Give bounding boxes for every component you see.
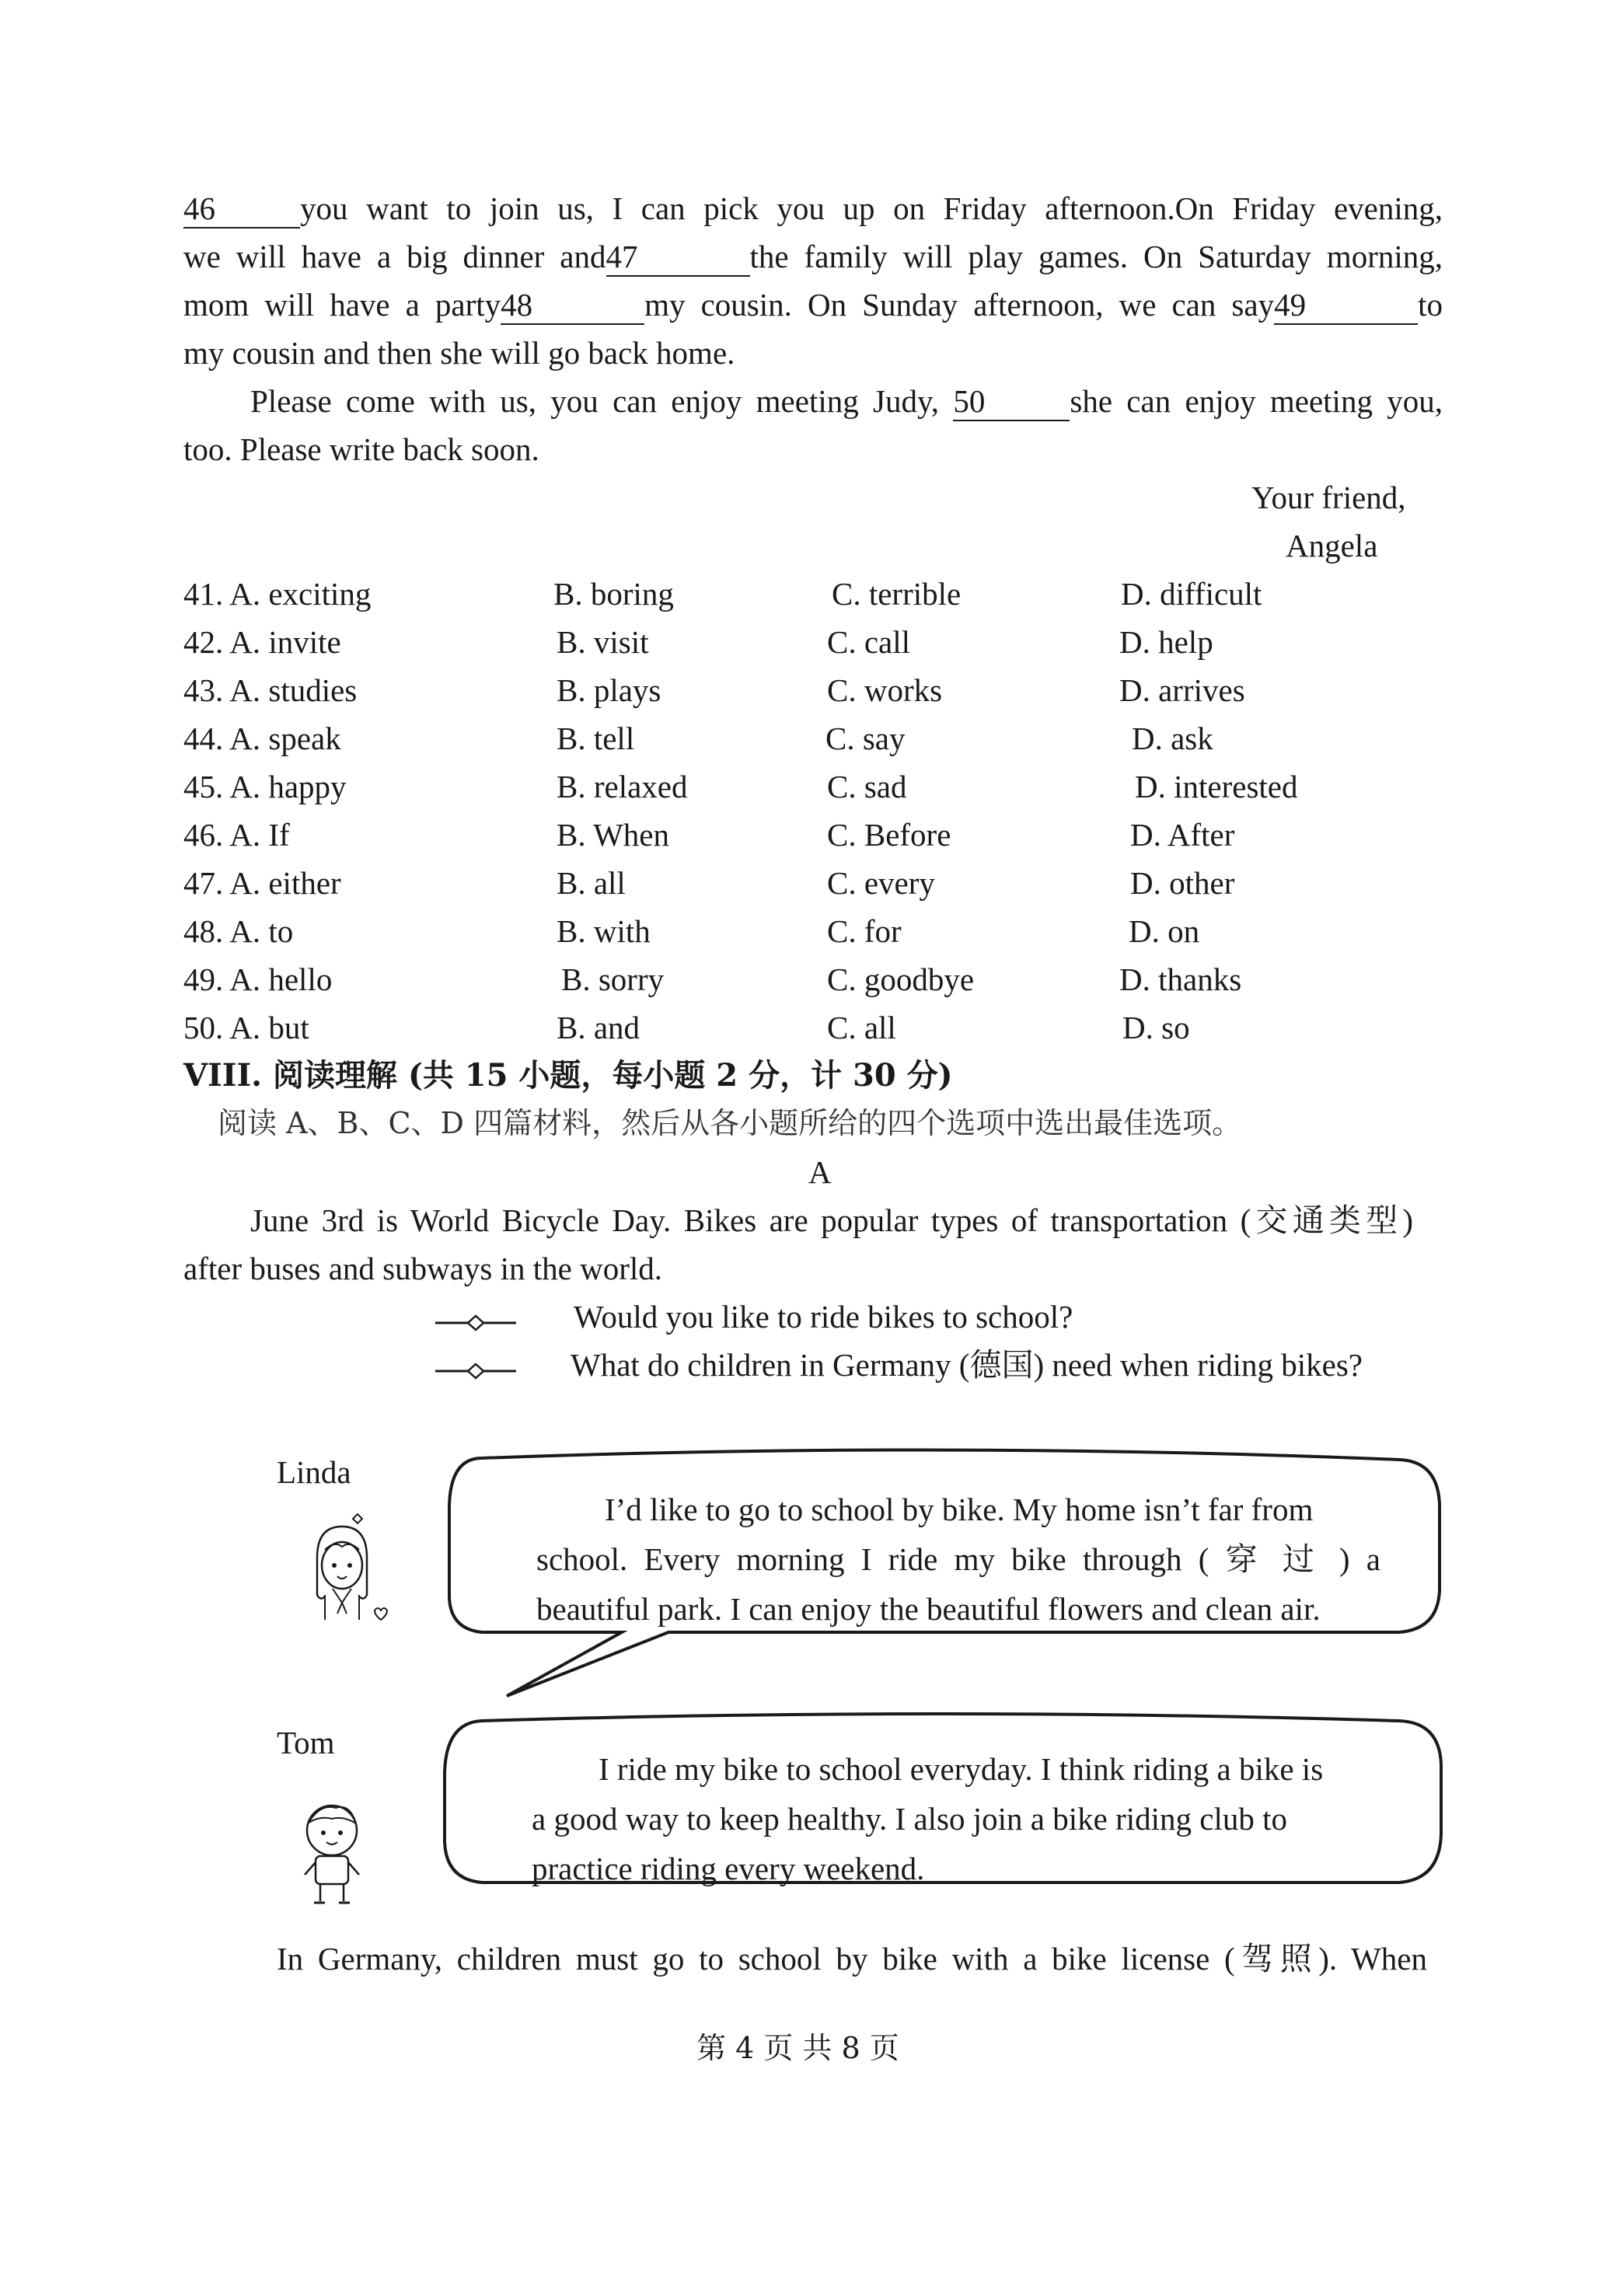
option-d: D. help [1119, 624, 1213, 660]
option-row [183, 819, 290, 851]
question-number: 44. [183, 721, 224, 756]
option-a: A. either [229, 865, 341, 901]
option-row [183, 723, 341, 755]
option-c: C. sad [827, 769, 907, 804]
question-number: 45. [183, 769, 224, 804]
passage-line-2: after buses and subways in the world. [183, 1251, 663, 1286]
letter-text: mom will have a party [183, 287, 501, 323]
bullet-question-1: Would you like to ride bikes to school? [574, 1299, 1073, 1335]
question-number: 46. [183, 817, 224, 853]
letter-closing: Your friend, [1251, 480, 1406, 515]
option-b: B. relaxed [557, 769, 688, 804]
question-number: 42. [183, 624, 224, 660]
letter-text: we will have a big dinner and [183, 239, 606, 274]
option-c: C. call [827, 624, 911, 660]
option-row [183, 867, 341, 899]
question-number: 48. [183, 913, 224, 949]
diamond-arrow-icon [434, 1314, 518, 1332]
diamond-arrow-icon [434, 1362, 518, 1380]
linda-line-2: school. Every morning I ride my bike through ( 穿 过 ) a [536, 1541, 1380, 1577]
speaker-name-linda: Linda [277, 1454, 351, 1490]
option-b: B. plays [557, 672, 661, 708]
option-b: B. all [557, 865, 626, 901]
option-row [183, 961, 333, 997]
option-b: B. sorry [561, 961, 665, 997]
option-a: A. to [229, 913, 294, 949]
option-a: A. speak [229, 721, 341, 756]
letter-text: the family will play games. On Saturday morning, [749, 239, 1443, 274]
letter-p2-line-2: too. Please write back soon. [183, 431, 539, 467]
option-row [183, 578, 371, 610]
option-a: A. invite [229, 624, 341, 660]
passage-label: A [808, 1154, 832, 1190]
option-c: C. goodbye [827, 961, 975, 997]
letter-text: to [1418, 287, 1443, 323]
letter-text: she can enjoy meeting you, [1070, 383, 1443, 419]
boy-avatar-icon [289, 1795, 375, 1912]
option-b: B. When [557, 817, 670, 853]
passage-line-1: June 3rd is World Bicycle Day. Bikes are popular types of transportation (交通类型) [250, 1202, 1413, 1238]
option-row [183, 672, 358, 708]
option-row [183, 913, 294, 949]
linda-line-1: I’d like to go to school by bike. My home isn’t far from [605, 1492, 1314, 1527]
option-c: C. for [827, 913, 902, 949]
letter-text: Please come with us, you can enjoy meeting Judy, [250, 383, 940, 419]
option-c: C. all [827, 1010, 896, 1045]
germany-line: In Germany, children must go to school by bike with a bike license (驾照). When [277, 1941, 1427, 1977]
letter-signature: Angela [1286, 528, 1378, 564]
option-d: D. so [1122, 1010, 1190, 1045]
option-b: B. and [557, 1010, 640, 1045]
option-a: A. but [229, 1010, 309, 1045]
option-a: A. happy [229, 769, 347, 804]
option-b: B. with [557, 913, 651, 949]
bullet-question-2: What do children in Germany (德国) need when riding bikes? [571, 1347, 1363, 1383]
option-d: D. difficult [1121, 576, 1262, 612]
option-d: D. interested [1135, 769, 1298, 804]
letter-p2-line-1 [250, 383, 1443, 421]
option-b: B. boring [553, 576, 674, 612]
option-row [183, 1012, 309, 1044]
option-b: B. tell [557, 721, 635, 756]
option-d: D. thanks [1119, 961, 1242, 997]
option-row [183, 626, 341, 658]
tom-line-3: practice riding every weekend. [532, 1851, 925, 1886]
letter-line-1 [183, 190, 1443, 229]
option-d: D. ask [1132, 721, 1213, 756]
option-d: D. on [1129, 913, 1200, 949]
letter-line-2 [183, 241, 1443, 277]
option-row [183, 771, 347, 803]
option-a: A. exciting [229, 576, 372, 612]
option-c: C. say [825, 721, 906, 756]
option-a: A. studies [229, 672, 358, 708]
option-b: B. visit [557, 624, 649, 660]
letter-text: my cousin. On Sunday afternoon, we can say [644, 287, 1275, 323]
question-number: 47. [183, 865, 224, 901]
option-a: A. If [229, 817, 290, 853]
letter-text: you want to join us, I can pick you up on Friday afternoon.On Friday evening, [300, 190, 1443, 226]
letter-line-3 [183, 289, 1443, 325]
page-number: 第 4 页 共 8 页 [696, 2031, 899, 2065]
blank-49: 49 [1274, 289, 1418, 325]
speaker-name-tom: Tom [277, 1725, 335, 1760]
letter-line-4: my cousin and then she will go back home. [183, 335, 735, 371]
blank-50: 50 [953, 386, 1070, 421]
blank-46: 46 [183, 193, 300, 229]
option-c: C. works [827, 672, 943, 708]
section-heading: VIII. 阅读理解 (共 15 小题，每小题 2 分，计 30 分) [183, 1057, 953, 1094]
tom-line-2: a good way to keep healthy. I also join a bike riding club to [532, 1801, 1287, 1837]
option-a: A. hello [229, 961, 333, 997]
option-d: D. After [1130, 817, 1235, 853]
option-c: C. every [827, 865, 935, 901]
question-number: 49. [183, 961, 224, 997]
question-number: 41. [183, 576, 224, 612]
blank-47: 47 [606, 241, 750, 277]
girl-avatar-icon [294, 1511, 395, 1628]
blank-48: 48 [501, 289, 644, 325]
tom-line-1: I ride my bike to school everyday. I think riding a bike is [599, 1751, 1324, 1787]
option-d: D. other [1130, 865, 1235, 901]
linda-line-3: beautiful park. I can enjoy the beautiful flowers and clean air. [536, 1591, 1321, 1627]
option-d: D. arrives [1119, 672, 1245, 708]
question-number: 43. [183, 672, 224, 708]
question-number: 50. [183, 1010, 224, 1045]
option-c: C. terrible [832, 576, 962, 612]
section-instruction: 阅读 A、B、C、D 四篇材料，然后从各小题所给的四个选项中选出最佳选项。 [218, 1106, 1242, 1140]
option-c: C. Before [827, 817, 951, 853]
